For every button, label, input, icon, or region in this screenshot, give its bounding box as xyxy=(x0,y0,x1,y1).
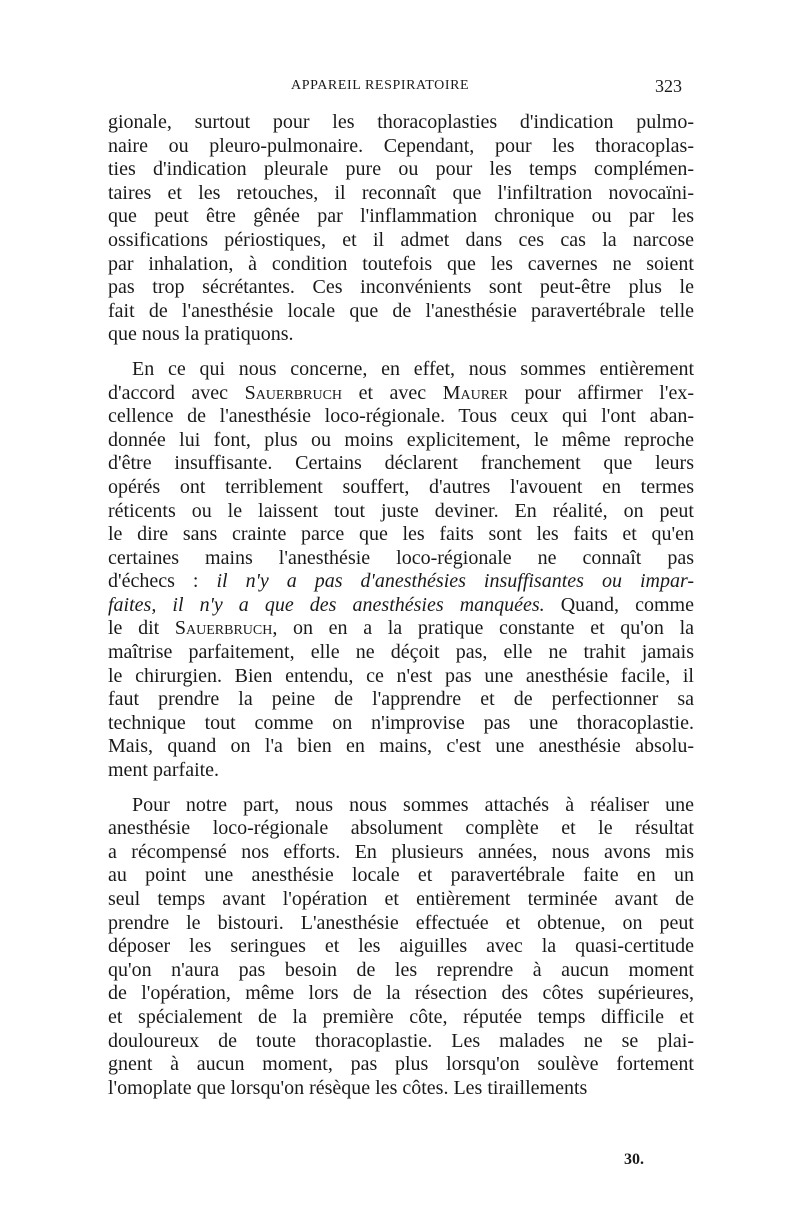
text-segment: Quand, comme xyxy=(544,593,694,616)
page-number: 323 xyxy=(655,76,682,96)
text-segment: d'accord avec xyxy=(108,381,245,404)
text-line: Pour notre part, nous nous sommes attachés à réaliser une xyxy=(132,793,694,816)
text-line: de l'opération, même lors de la résection des côtes supérieures, xyxy=(108,982,694,1005)
text-line: douloureux de toute thoracoplastie. Les malades ne se plai- xyxy=(108,1029,694,1052)
paragraph xyxy=(108,794,694,1101)
text-line: gnent à aucun moment, pas plus lorsqu'on soulève fortement xyxy=(108,1053,694,1076)
running-title: APPAREIL RESPIRATOIRE xyxy=(291,78,470,93)
italic-quote: faites, il n'y a que des anesthésies manquées. xyxy=(108,593,545,616)
text-line: naire ou pleuro-pulmonaire. Cependant, pour les thoracoplas- xyxy=(108,134,694,157)
text-line xyxy=(108,382,694,406)
text-line: déposer les seringues et les aiguilles avec la quasi-certitude xyxy=(108,935,694,958)
text-line: qu'on n'aura pas besoin de les reprendre à aucun moment xyxy=(108,958,694,981)
text-segment: pour affirmer l'ex- xyxy=(507,381,694,404)
text-line xyxy=(108,358,694,382)
text-line xyxy=(108,665,694,689)
text-segment: réticents ou le laissent tout juste deviner. En réalité, on peut xyxy=(108,499,694,522)
text-line: par inhalation, à condition toutefois que les cavernes ne soient xyxy=(108,252,694,275)
text-segment: le dire sans crainte parce que les faits sont les faits et qu'en xyxy=(108,523,694,546)
text-segment: le chirurgien. Bien entendu, ce n'est pas une anesthésie facile, il xyxy=(108,664,694,687)
text-line xyxy=(108,500,694,524)
text-line xyxy=(108,735,694,759)
paragraph xyxy=(108,111,694,347)
text-line xyxy=(108,476,694,500)
text-segment: et avec xyxy=(342,381,443,404)
author-name: Sauerbruch xyxy=(244,381,343,404)
text-line: a récompensé nos efforts. En plusieurs années, nous avons mis xyxy=(108,840,694,863)
text-line: taires et les retouches, il reconnaît que l'infiltration novocaïni- xyxy=(108,181,694,204)
text-line xyxy=(108,523,694,547)
text-line xyxy=(108,570,694,594)
text-line xyxy=(108,617,694,641)
text-segment: d'être insuffisante. Certains déclarent franchement que leurs xyxy=(108,452,694,475)
text-line: gionale, surtout pour les thoracoplasties d'indication pulmo- xyxy=(108,111,694,133)
text-line xyxy=(108,712,694,736)
text-line xyxy=(108,452,694,476)
text-line xyxy=(108,594,694,618)
author-name: Maurer xyxy=(442,381,508,404)
text-segment: maîtrise parfaitement, elle ne déçoit pas, elle ne trahit jamais xyxy=(108,641,694,664)
text-segment: donnée lui font, plus ou moins explicitement, le même reproche xyxy=(108,428,694,451)
text-segment: , on en a la pratique constante et qu'on la xyxy=(272,617,695,640)
author-name: Sauerbruch xyxy=(174,617,273,640)
text-line xyxy=(108,405,694,429)
text-segment: technique tout comme on n'improvise pas une thoracoplastie. xyxy=(108,711,694,734)
text-segment: ment parfaite. xyxy=(108,759,220,782)
text-segment: Mais, quand on l'a bien en mains, c'est une anesthésie absolu- xyxy=(108,735,694,758)
text-line xyxy=(108,429,694,453)
text-line: pas trop sécrétantes. Ces inconvénients sont peut-être plus le xyxy=(108,276,694,299)
text-line: anesthésie loco-régionale absolument complète et le résultat xyxy=(108,817,694,840)
paragraph xyxy=(108,358,694,783)
text-line: prendre le bistouri. L'anesthésie effectuée et obtenue, on peut xyxy=(108,911,694,934)
text-line: au point une anesthésie locale et paravertébrale faite en un xyxy=(108,864,694,887)
text-line: l'omoplate que lorsqu'on résèque les côtes. Les tiraillements xyxy=(108,1076,588,1099)
text-segment: opérés ont terriblement souffert, d'autres l'avouent en termes xyxy=(108,475,694,498)
signature-mark: 30. xyxy=(624,1151,644,1168)
text-line: ossifications périostiques, et il admet dans ces cas la narcose xyxy=(108,228,694,251)
text-segment: faut prendre la peine de l'apprendre et de perfectionner sa xyxy=(108,688,694,711)
text-line: fait de l'anesthésie locale que de l'anesthésie paravertébrale telle xyxy=(108,299,694,322)
text-segment: En ce qui nous concerne, en effet, nous sommes entièrement xyxy=(132,357,694,380)
text-segment: le dit xyxy=(108,617,175,640)
text-line xyxy=(108,688,694,712)
italic-quote: il n'y a pas d'anesthésies insuffisantes ou impar- xyxy=(216,570,694,593)
text-segment: cellence de l'anesthésie loco-régionale. Tous ceux qui l'ont aban- xyxy=(108,405,694,428)
text-line: que nous la pratiquons. xyxy=(108,323,294,346)
text-line: ties d'indication pleurale pure ou pour les temps complémen- xyxy=(108,158,694,181)
text-line xyxy=(108,641,694,665)
text-line: et spécialement de la première côte, réputée temps difficile et xyxy=(108,1005,694,1028)
text-line xyxy=(108,759,694,783)
body-text xyxy=(108,111,694,1100)
text-segment: d'échecs : xyxy=(108,570,217,593)
text-line: seul temps avant l'opération et entièrement terminée avant de xyxy=(108,888,694,910)
text-line: que peut être gênée par l'inflammation chronique ou par les xyxy=(108,205,694,228)
page-header xyxy=(108,78,682,104)
text-line xyxy=(108,547,694,571)
text-segment: certaines mains l'anesthésie loco-régionale ne connaît pas xyxy=(108,546,694,569)
